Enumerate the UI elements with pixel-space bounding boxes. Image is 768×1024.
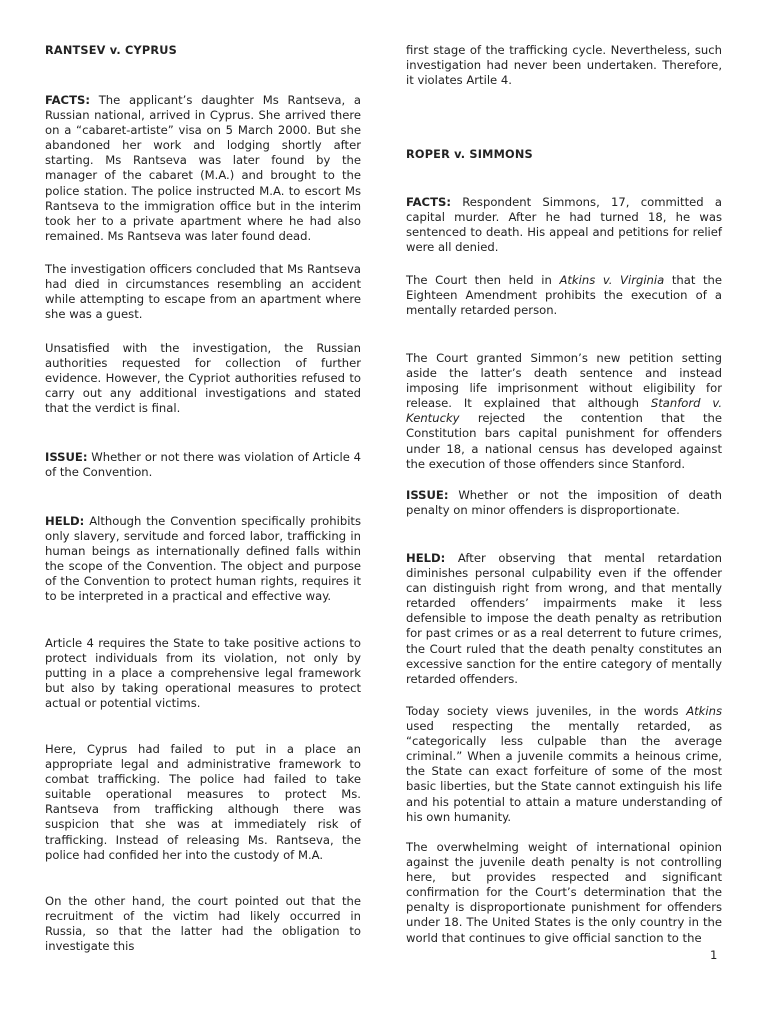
roper-issue-paragraph [406, 488, 722, 518]
granted-text-before: The Court granted Simmon’s new petition setting aside the latter’s death sentence and instead imposing life imprisonment without eligibility for release. It explained that although [406, 351, 722, 411]
atkins-text-before: The Court then held in [406, 273, 552, 287]
atkins-case-name: Atkins [686, 704, 723, 718]
rantsev-other-hand-paragraph: On the other hand, the court pointed out that the recruitment of the victim had likely occurred in Russia, so that the latter had the obligation to investigate this [45, 894, 361, 954]
rantsev-cyprus-paragraph: Here, Cyprus had failed to put in a place an appropriate legal and administrative framework to combat trafficking. The police had failed to take suitable operational measures to protect Ms. Rantseva from trafficking although there was suspicion that she was at immediately risk of trafficking. Instead of releasing Ms. Rantseva, the police had confided her into the custody of M.A. [45, 742, 361, 862]
held-text: Although the Convention specifically prohibits only slavery, servitude and forced labor, trafficking in human beings as internationally defined falls within the scope of the Convention. The object and purpose of the Convention to protect human rights, requires it to be interpreted in a practical and effective way. [45, 514, 361, 604]
rantsev-investigation-paragraph: The investigation officers concluded that Ms Rantseva had died in circumstances resembling an accident while attempting to escape from an apartment where she was a guest. [45, 262, 361, 322]
facts-label: FACTS: [406, 195, 451, 209]
atkins-case-name: Atkins v. Virginia [559, 273, 665, 287]
held-text: After observing that mental retardation diminishes personal culpability even if the offender can distinguish right from wrong, and that mentally retarded offenders’ impairments make it less defensible to impose the death penalty as retribution for past crimes or as a real deterrent to future crimes, the Court ruled that the death penalty constitutes an excessive sanction for the entire category of mentally retarded offenders. [406, 551, 723, 686]
roper-today-paragraph [406, 704, 722, 825]
case-title-rantsev: RANTSEV v. CYPRUS [45, 44, 177, 57]
held-label: HELD: [406, 551, 446, 565]
issue-text: Whether or not the imposition of death penalty on minor offenders is disproportionate. [406, 488, 723, 518]
issue-label: ISSUE: [45, 450, 88, 464]
rantsev-continuation-paragraph: first stage of the trafficking cycle. Nevertheless, such investigation had never been undertaken. Therefore, it violates Artile 4. [406, 43, 722, 88]
stanford-case-name: Stanford v. Kentucky [406, 396, 723, 426]
issue-text: Whether or not there was violation of Article 4 of the Convention. [45, 450, 362, 480]
page-number: 1 [710, 948, 718, 962]
rantsev-issue-paragraph [45, 450, 361, 480]
granted-text-after: rejected the contention that the Constitution bars capital punishment for offenders under 18, a national census has developed against the execution of those offenders since Stanford. [406, 411, 722, 471]
roper-granted-paragraph [406, 351, 722, 472]
case-title-roper: ROPER v. SIMMONS [406, 148, 533, 161]
today-text-after: used respecting the mentally retarded, as “categorically less culpable than the average criminal.” When a juvenile commits a heinous crime, the State can exact forfeiture of some of the most basic liberties, but the State cannot extinguish his life and his potential to attain a mature understanding of his own humanity. [406, 719, 722, 824]
rantsev-unsatisfied-paragraph: Unsatisfied with the investigation, the Russian authorities requested for collection of further evidence. However, the Cypriot authorities refused to carry out any additional investigations and stated that the verdict is final. [45, 341, 361, 416]
facts-label: FACTS: [45, 93, 90, 107]
roper-held-paragraph [406, 551, 722, 687]
rantsev-article4-paragraph: Article 4 requires the State to take positive actions to protect individuals from its violation, not only by putting in a place a comprehensive legal framework but also by taking operational measures to protect actual or potential victims. [45, 636, 361, 711]
atkins-text-after: that the Eighteen Amendment prohibits the execution of a mentally retarded person. [406, 273, 722, 318]
rantsev-facts-paragraph [45, 93, 361, 244]
facts-text: Respondent Simmons, 17, committed a capital murder. After he had turned 18, he was sentenced to death. His appeal and petitions for relief were all denied. [406, 195, 722, 255]
roper-atkins-paragraph [406, 273, 722, 318]
today-text-before: Today society views juveniles, in the words [406, 704, 679, 718]
issue-label: ISSUE: [406, 488, 449, 502]
rantsev-held-paragraph [45, 514, 361, 605]
held-label: HELD: [45, 514, 85, 528]
facts-text: The applicant’s daughter Ms Rantseva, a Russian national, arrived in Cyprus. She arrived there on a “cabaret-artiste” visa on 5 March 2000. But she abandoned her work and lodging shortly after starting. Ms Rantseva was later found by the manager of the cabaret (M.A.) and brought to the police station. The police instructed M.A. to escort Ms Rantseva to the immigration office but in the interim took her to a private apartment where he had also remained. Ms Rantseva was later found dead. [45, 93, 362, 243]
roper-weight-paragraph: The overwhelming weight of international opinion against the juvenile death penalty is not controlling here, but provides respected and significant confirmation for the Court’s determination that the penalty is disproportionate punishment for offenders under 18. The United States is the only country in the world that continues to give official sanction to the [406, 840, 722, 945]
roper-facts-paragraph [406, 195, 722, 255]
